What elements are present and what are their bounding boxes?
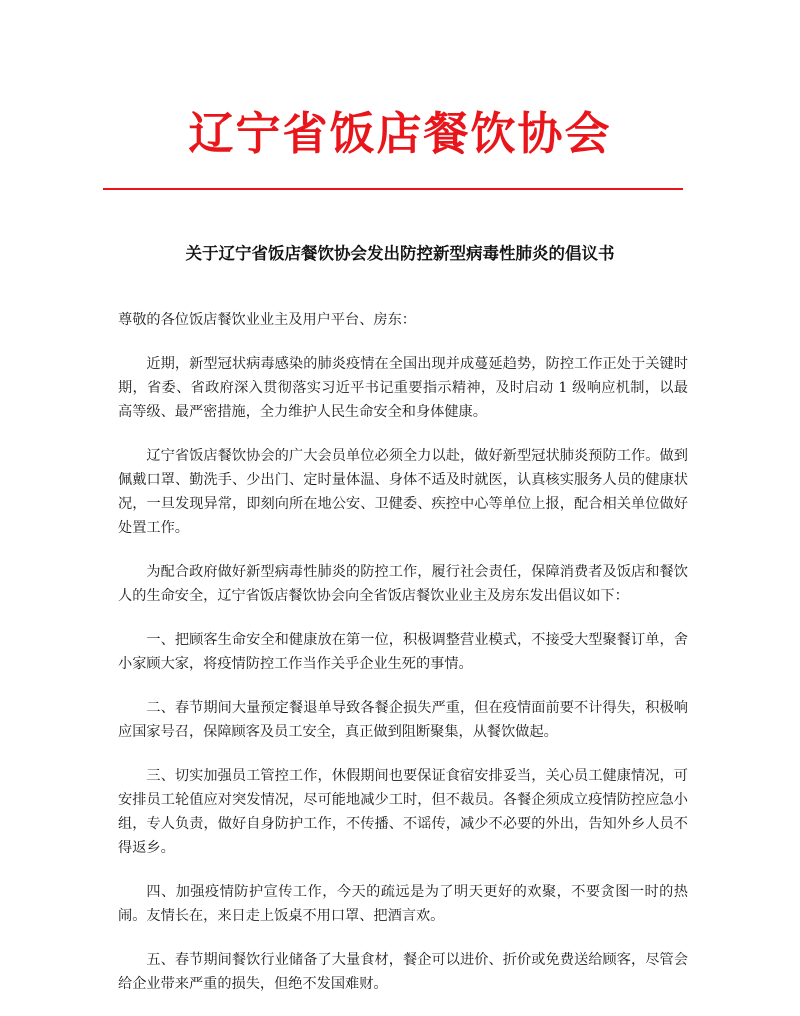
paragraph-proposal-lead: 为配合政府做好新型病毒性肺炎的防控工作，履行社会责任，保障消费者及饭店和餐饮人的生命安全，辽宁省饭店餐饮协会向全省饭店餐饮业业主及房东发出倡议如下： (118, 564, 688, 604)
paragraph-members: 辽宁省饭店餐饮协会的广大会员单位必须全力以赴，做好新型冠状肺炎预防工作。做到佩戴口罩、勤洗手、少出门、定时量体温、身体不适及时就医，认真核实服务人员的健康状况，一旦发现异常，即刻向所在地公安、卫健委、疾控中心等单位上报，配合相关单位做好处置工作。 (118, 448, 688, 536)
paragraph-item-4: 四、加强疫情防护宣传工作，今天的疏远是为了明天更好的欢聚，不要贪图一时的热闹。友情长在，来日走上饭桌不用口罩、把酒言欢。 (118, 884, 688, 924)
paragraph-item-2: 二、春节期间大量预定餐退单导致各餐企损失严重，但在疫情面前要不计得失，积极响应国家号召，保障顾客及员工安全，真正做到阻断聚集，从餐饮做起。 (118, 700, 688, 740)
paragraph-intro: 近期，新型冠状病毒感染的肺炎疫情在全国出现并成蔓延趋势，防控工作正处于关键时期，省委、省政府深入贯彻落实习近平书记重要指示精神，及时启动 1 级响应机制，以最高等级、最严密措施，全力维护人民生命安全和身体健康。 (118, 356, 688, 420)
salutation: 尊敬的各位饭店餐饮业业主及用户平台、房东： (118, 312, 416, 328)
document-body (118, 308, 688, 1016)
paragraph-item-5: 五、春节期间餐饮行业储备了大量食材，餐企可以进价、折价或免费送给顾客，尽管会给企业带来严重的损失，但绝不发国难财。 (118, 952, 688, 992)
org-letterhead-title: 辽宁省饭店餐饮协会 (188, 107, 612, 160)
letterhead-divider (103, 188, 683, 190)
paragraph-item-1: 一、把顾客生命安全和健康放在第一位，积极调整营业模式，不接受大型聚餐订单，舍小家顾大家，将疫情防控工作当作关乎企业生死的事情。 (118, 632, 688, 672)
paragraph-item-3: 三、切实加强员工管控工作，休假期间也要保证食宿安排妥当，关心员工健康情况，可安排员工轮值应对突发情况，尽可能地减少工时，但不裁员。各餐企须成立疫情防控应急小组，专人负责，做好自身防护工作，不传播、不谣传，减少不必要的外出，告知外乡人员不得返乡。 (118, 768, 688, 856)
document-title: 关于辽宁省饭店餐饮协会发出防控新型病毒性肺炎的倡议书 (185, 244, 615, 263)
